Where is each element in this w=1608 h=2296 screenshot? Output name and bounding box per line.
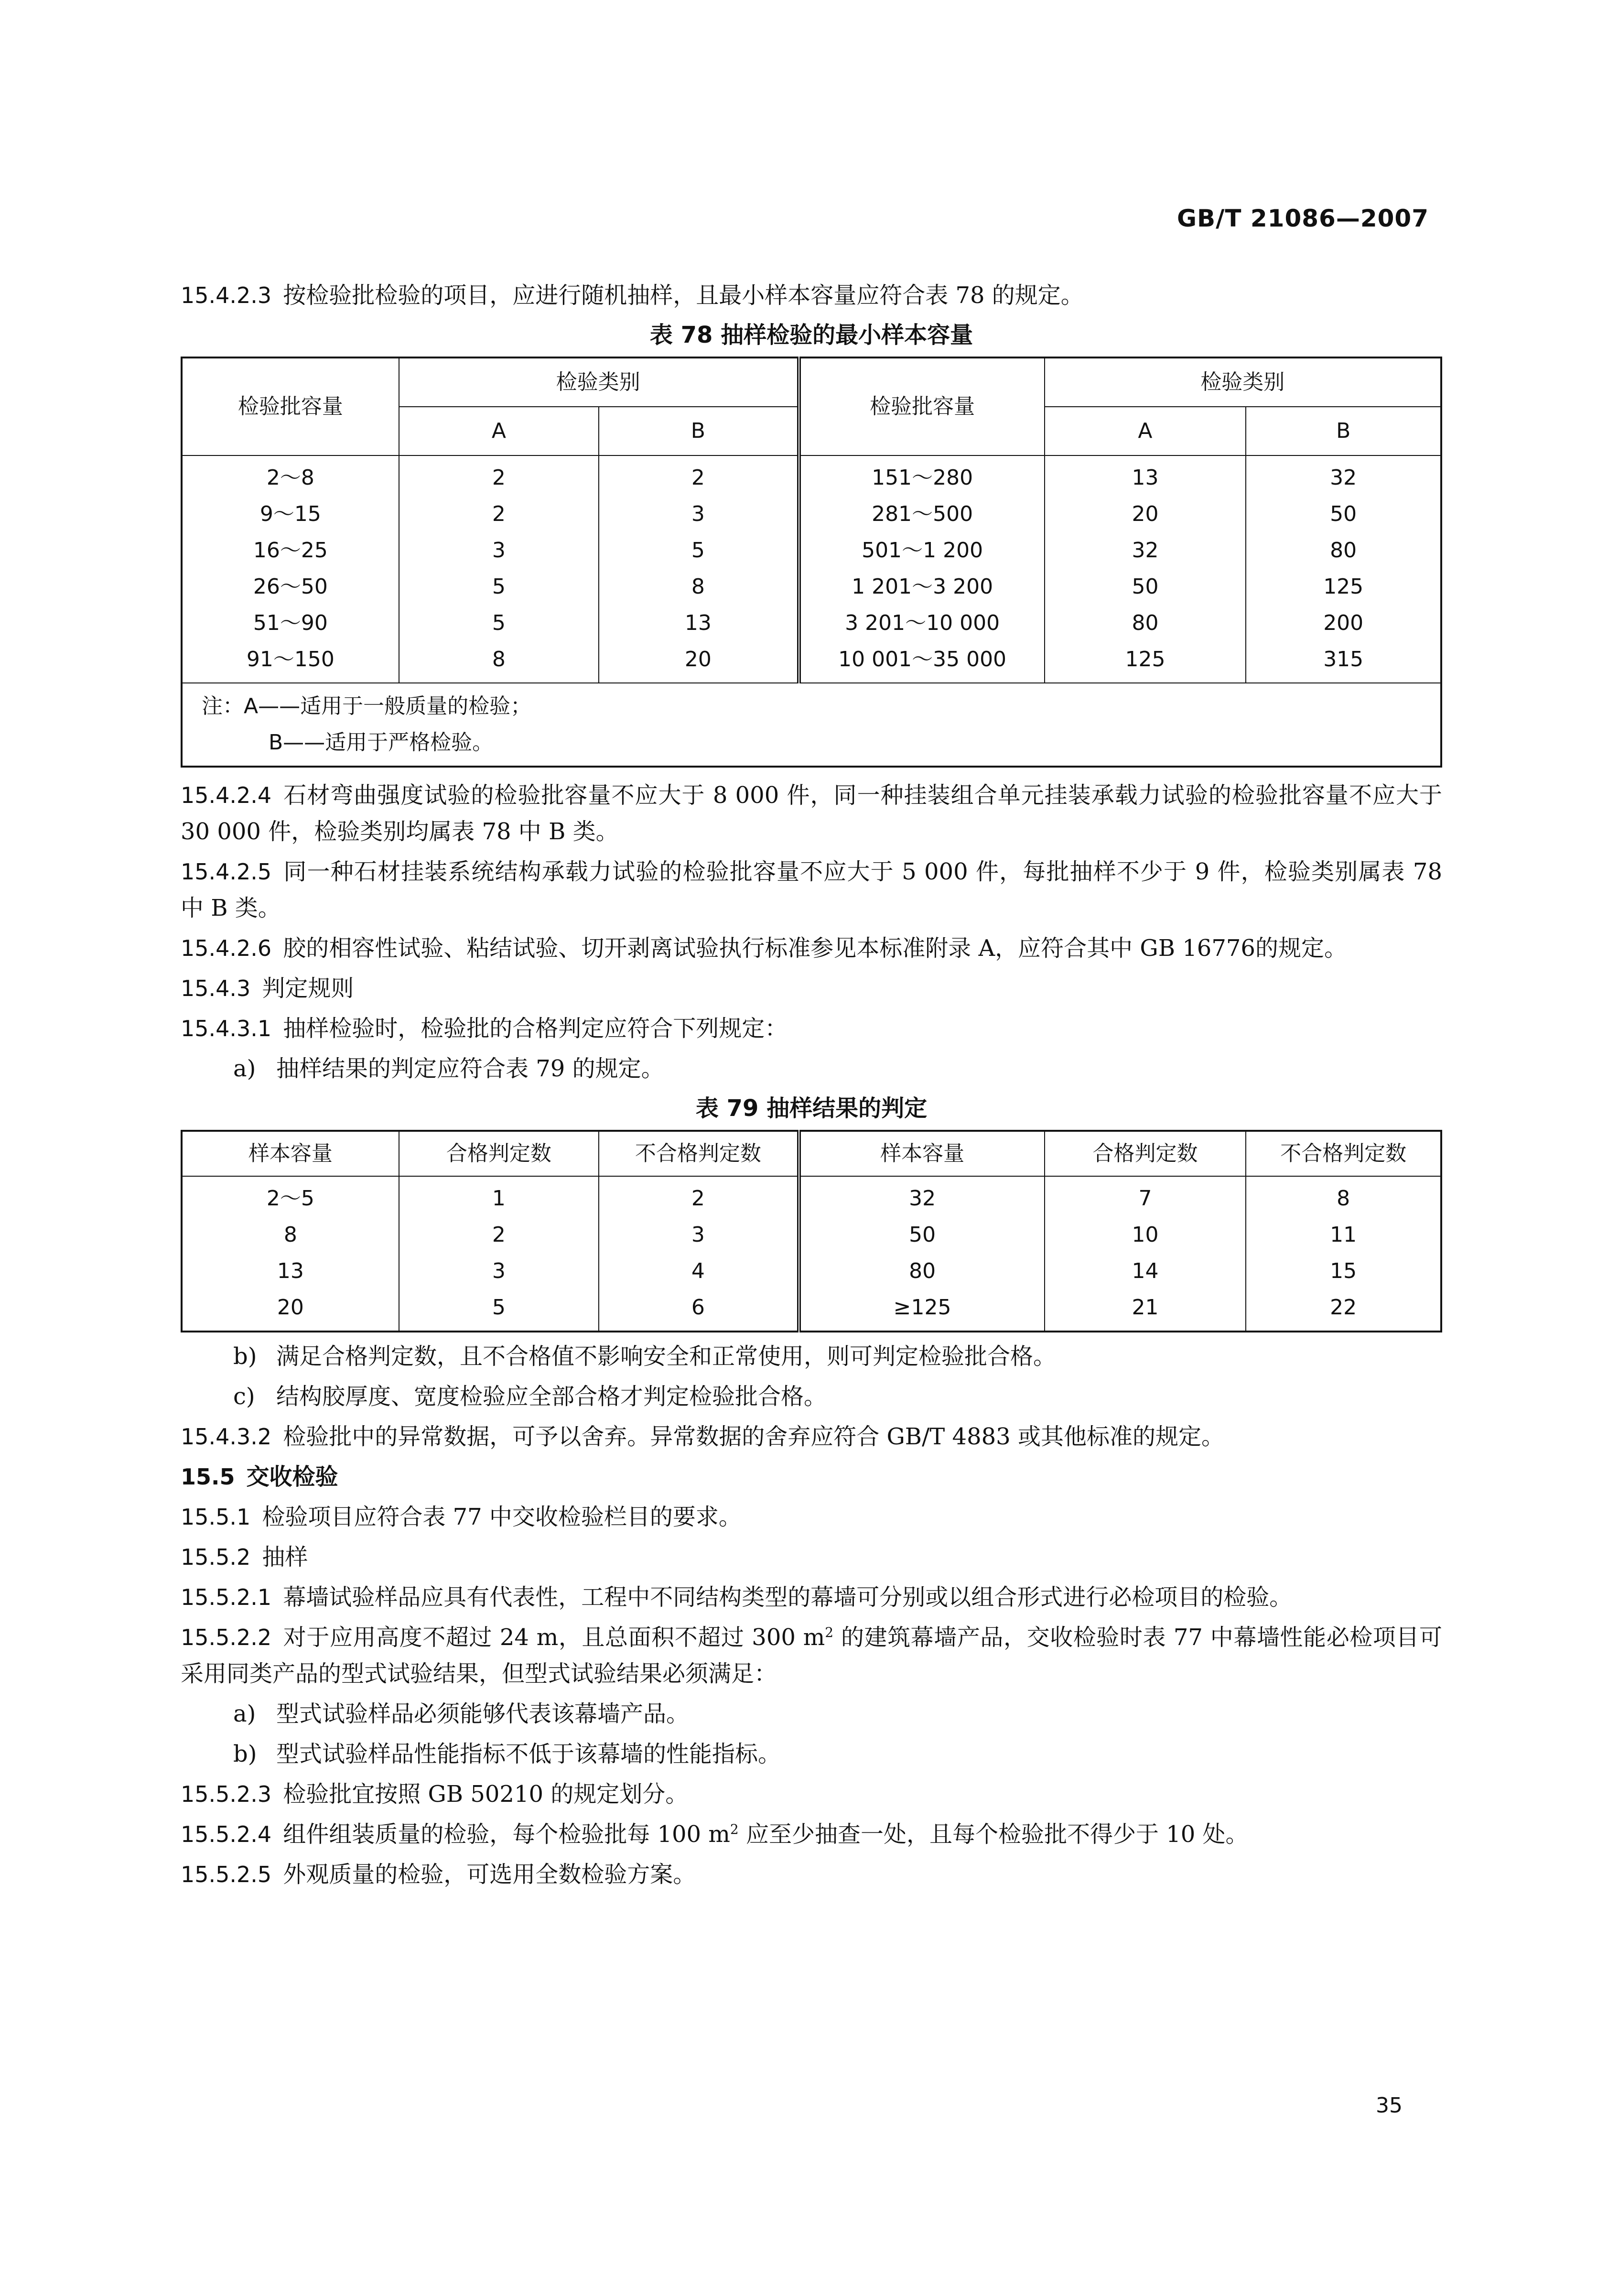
- table-cell: 20: [599, 641, 799, 683]
- table-cell: 3 201～10 000: [799, 605, 1045, 641]
- clause-text: 对于应用高度不超过 24 m，且总面积不超过 300 m: [283, 1624, 825, 1651]
- clause-text: 按检验批检验的项目，应进行随机抽样，且最小样本容量应符合表 78 的规定。: [283, 282, 1084, 309]
- clause-text: 外观质量的检验，可选用全数检验方案。: [283, 1861, 696, 1888]
- header-sample-size: 样本容量: [182, 1131, 399, 1176]
- header-b: B: [599, 407, 799, 455]
- table-cell: 125: [1246, 569, 1441, 605]
- list-label: b): [233, 1741, 257, 1767]
- table-cell: 51～90: [182, 605, 399, 641]
- table-cell: 32: [1246, 455, 1441, 496]
- table-cell: 80: [1246, 532, 1441, 569]
- note-a: 注：A——适用于一般质量的检验；: [202, 694, 532, 718]
- table-cell: 8: [1246, 1176, 1441, 1217]
- clause-number: 15.5: [181, 1464, 235, 1490]
- table-cell: 5: [399, 605, 599, 641]
- table-row: [182, 605, 1441, 641]
- table-78: [181, 357, 1442, 768]
- list-label: a): [233, 1700, 256, 1727]
- table-cell: 151～280: [799, 455, 1045, 496]
- table-cell: 8: [182, 1217, 399, 1253]
- clause-number: 15.5.2.1: [181, 1584, 272, 1610]
- clause-text: 同一种石材挂装系统结构承载力试验的检验批容量不应大于 5 000 件，每批抽样不少于 9 件，检验类别属表 78 中 B 类。: [181, 858, 1442, 921]
- clause-number: 15.4.2.5: [181, 859, 272, 885]
- clause-text: 幕墙试验样品应具有代表性，工程中不同结构类型的幕墙可分别或以组合形式进行必检项目的检验。: [283, 1584, 1293, 1611]
- table-cell: 50: [799, 1217, 1045, 1253]
- clause-text: 抽样: [262, 1544, 308, 1570]
- table-cell: 2: [599, 1176, 799, 1217]
- clause-15-4-2-6: [181, 930, 1442, 966]
- table-cell: 5: [399, 1289, 599, 1332]
- clause-number: 15.4.3.2: [181, 1424, 272, 1450]
- clause-text: 抽样检验时，检验批的合格判定应符合下列规定：: [283, 1015, 788, 1042]
- clause-text: 的建筑幕墙产品，交收检验时表 77 中幕墙性能必检项目可采用同类产品的型式试验结果，但型式试验结果必须满足：: [181, 1624, 1443, 1687]
- clause-15-4-2-4: [181, 777, 1442, 850]
- table-cell: 7: [1045, 1176, 1246, 1217]
- table-cell: 5: [399, 569, 599, 605]
- table-cell: 6: [599, 1289, 799, 1332]
- list-text: 结构胶厚度、宽度检验应全部合格才判定检验批合格。: [276, 1383, 827, 1410]
- table-cell: 26～50: [182, 569, 399, 605]
- clause-15-4-3: [181, 970, 1442, 1007]
- table-cell: 32: [1045, 532, 1246, 569]
- clause-15-5-2-2: [181, 1619, 1442, 1692]
- table-cell: 281～500: [799, 496, 1045, 532]
- superscript: 2: [730, 1821, 739, 1837]
- table-cell: 2: [399, 1217, 599, 1253]
- table-cell: 80: [1045, 605, 1246, 641]
- table-cell: 2～5: [182, 1176, 399, 1217]
- table-cell: 15: [1246, 1253, 1441, 1289]
- clause-number: 15.5.1: [181, 1504, 251, 1530]
- table79-caption: 表 79 抽样结果的判定: [695, 1095, 928, 1122]
- table-cell: 10: [1045, 1217, 1246, 1253]
- table-cell: 2: [399, 455, 599, 496]
- list-label: c): [233, 1383, 255, 1410]
- list-text: 满足合格判定数，且不合格值不影响安全和正常使用，则可判定检验批合格。: [276, 1343, 1057, 1370]
- table-cell: 3: [599, 496, 799, 532]
- table-row: [182, 1253, 1441, 1289]
- table-cell: 3: [399, 532, 599, 569]
- table-row: [182, 1176, 1441, 1217]
- table-cell: 125: [1045, 641, 1246, 683]
- header-b: B: [1246, 407, 1441, 455]
- clause-number: 15.4.3: [181, 975, 251, 1001]
- clause-number: 15.5.2.2: [181, 1625, 272, 1650]
- table-cell: 8: [399, 641, 599, 683]
- clause-15-5-2: [181, 1539, 1442, 1575]
- table-cell: 4: [599, 1253, 799, 1289]
- table-cell: 50: [1246, 496, 1441, 532]
- standard-code: GB/T 21086—2007: [1176, 205, 1429, 232]
- header-category: 检验类别: [1045, 357, 1441, 407]
- clause-text: 胶的相容性试验、粘结试验、切开剥离试验执行标准参见本标准附录 A，应符合其中 GB 16776的规定。: [283, 935, 1347, 962]
- table-cell: 3: [599, 1217, 799, 1253]
- table-cell: 21: [1045, 1289, 1246, 1332]
- clause-15-5-2-5: [181, 1856, 1442, 1893]
- table-cell: 9～15: [182, 496, 399, 532]
- list-label: b): [233, 1343, 257, 1370]
- clause-text: 检验项目应符合表 77 中交收检验栏目的要求。: [262, 1504, 742, 1530]
- table-cell: 5: [599, 532, 799, 569]
- list-item-c: [181, 1378, 1442, 1415]
- table78-note: [182, 683, 1441, 767]
- clause-number: 15.5.2.5: [181, 1862, 272, 1887]
- clause-number: 15.5.2.4: [181, 1821, 272, 1847]
- list-label: a): [233, 1055, 256, 1082]
- table-cell: 2: [599, 455, 799, 496]
- table-cell: 32: [799, 1176, 1045, 1217]
- list-item-b: [181, 1338, 1442, 1375]
- list-text: 型式试验样品性能指标不低于该幕墙的性能指标。: [276, 1741, 781, 1767]
- clause-heading: 交收检验: [246, 1463, 338, 1490]
- table-cell: 200: [1246, 605, 1441, 641]
- table-cell: 13: [1045, 455, 1246, 496]
- table-cell: 80: [799, 1253, 1045, 1289]
- table-cell: ≥125: [799, 1289, 1045, 1332]
- table-row: [182, 455, 1441, 496]
- clause-number: 15.4.2.6: [181, 935, 272, 961]
- clause-15-4-3-2: [181, 1419, 1442, 1455]
- table-cell: 91～150: [182, 641, 399, 683]
- clause-number: 15.5.2: [181, 1544, 251, 1570]
- table-cell: 11: [1246, 1217, 1441, 1253]
- table-row: [182, 641, 1441, 683]
- list-item-a: [181, 1051, 1442, 1087]
- table-cell: 22: [1246, 1289, 1441, 1332]
- header-a: A: [1045, 407, 1246, 455]
- clause-number: 15.4.3.1: [181, 1016, 272, 1041]
- table78-caption: 表 78 抽样检验的最小样本容量: [649, 322, 973, 348]
- table-cell: 50: [1045, 569, 1246, 605]
- header-category: 检验类别: [399, 357, 799, 407]
- list-text: 型式试验样品必须能够代表该幕墙产品。: [276, 1700, 690, 1727]
- table-cell: 315: [1246, 641, 1441, 683]
- list-text: 抽样结果的判定应符合表 79 的规定。: [276, 1055, 664, 1082]
- table-row: [182, 532, 1441, 569]
- clause-15-5-2-1: [181, 1579, 1442, 1615]
- table-cell: 8: [599, 569, 799, 605]
- header-reject-number: 不合格判定数: [1246, 1131, 1441, 1176]
- clause-text: 石材弯曲强度试验的检验批容量不应大于 8 000 件，同一种挂装组合单元挂装承载力试验的检验批容量不应大于 30 000 件，检验类别均属表 78 中 B 类。: [181, 782, 1442, 845]
- page-number: 35: [1376, 2093, 1403, 2118]
- table-cell: 16～25: [182, 532, 399, 569]
- table-row: [182, 496, 1441, 532]
- clause-15-4-2-5: [181, 854, 1442, 926]
- clause-number: 15.4.2.4: [181, 782, 272, 808]
- clause-15-4-3-1: [181, 1010, 1442, 1047]
- table-cell: 20: [182, 1289, 399, 1332]
- table-cell: 1: [399, 1176, 599, 1217]
- table-cell: 10 001～35 000: [799, 641, 1045, 683]
- superscript: 2: [825, 1625, 834, 1640]
- table-row: [182, 1289, 1441, 1332]
- table-cell: 13: [599, 605, 799, 641]
- clause-text: 判定规则: [262, 975, 354, 1002]
- clause-text: 检验批中的异常数据，可予以舍弃。异常数据的舍弃应符合 GB/T 4883 或其他标准的规定。: [283, 1423, 1224, 1450]
- table-row: [182, 569, 1441, 605]
- clause-15-4-2-3: [181, 277, 1442, 314]
- clause-number: 15.5.2.3: [181, 1781, 272, 1807]
- table-cell: 14: [1045, 1253, 1246, 1289]
- clause-number: 15.4.2.3: [181, 282, 272, 308]
- table-cell: 2: [399, 496, 599, 532]
- header-reject-number: 不合格判定数: [599, 1131, 799, 1176]
- table-cell: 3: [399, 1253, 599, 1289]
- clause-text: 检验批宜按照 GB 50210 的规定划分。: [283, 1781, 689, 1808]
- header-accept-number: 合格判定数: [1045, 1131, 1246, 1176]
- table-cell: 20: [1045, 496, 1246, 532]
- clause-15-5-1: [181, 1499, 1442, 1535]
- table-cell: 2～8: [182, 455, 399, 496]
- note-b: B——适用于严格检验。: [269, 730, 494, 755]
- clause-15-5-2-4: [181, 1816, 1442, 1852]
- clause-text: 应至少抽查一处，且每个检验批不得少于 10 处。: [738, 1821, 1249, 1848]
- header-accept-number: 合格判定数: [399, 1131, 599, 1176]
- table-79: [181, 1130, 1442, 1332]
- list-item-b: [181, 1736, 1442, 1772]
- table-cell: 501～1 200: [799, 532, 1045, 569]
- header-batch-size: 检验批容量: [799, 357, 1045, 455]
- header-batch-size: 检验批容量: [182, 357, 399, 455]
- clause-15-5: [181, 1459, 1442, 1495]
- list-item-a: [181, 1696, 1442, 1732]
- table-cell: 1 201～3 200: [799, 569, 1045, 605]
- clause-15-5-2-3: [181, 1776, 1442, 1812]
- clause-text: 组件组装质量的检验，每个检验批每 100 m: [283, 1821, 730, 1848]
- table-cell: 13: [182, 1253, 399, 1289]
- header-a: A: [399, 407, 599, 455]
- page-content: [181, 277, 1442, 1896]
- header-sample-size: 样本容量: [799, 1131, 1045, 1176]
- table-row: [182, 1217, 1441, 1253]
